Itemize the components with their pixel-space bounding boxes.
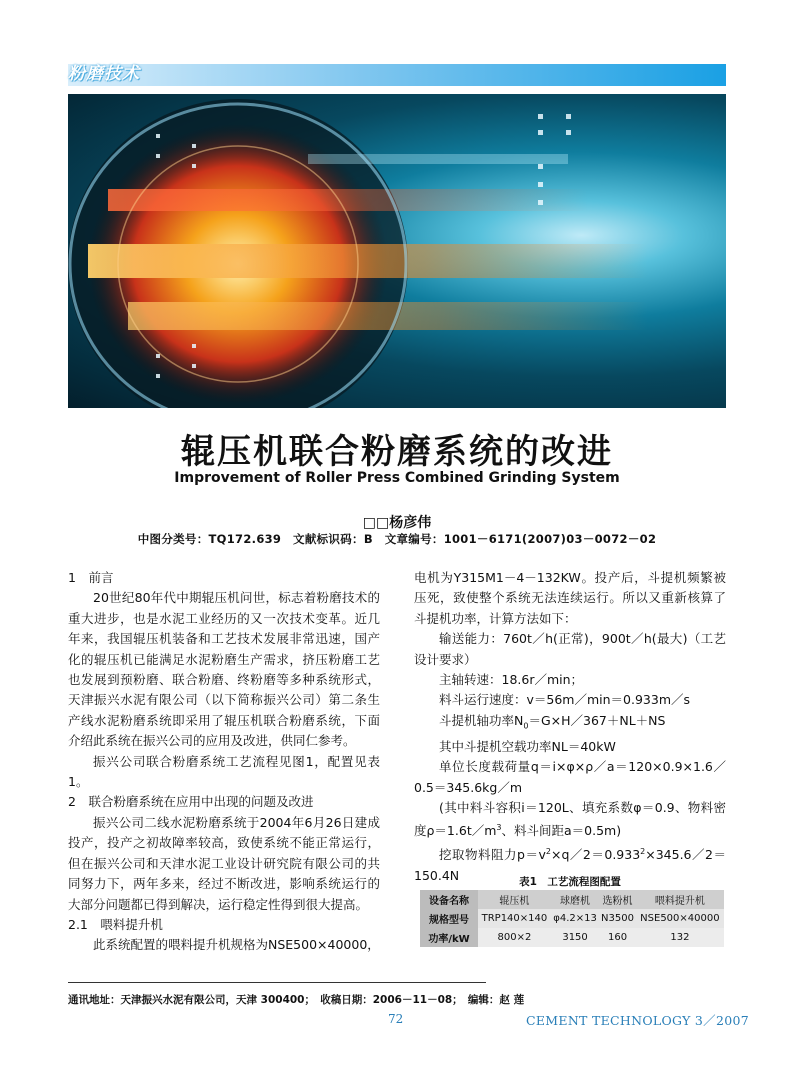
shaft-power-formula: ＝G×H／367＋NL＋NS [528, 712, 666, 728]
table-row [420, 890, 724, 909]
table-cell: 3150 [551, 928, 599, 947]
table-cell: 喂料提升机 [636, 890, 724, 909]
resistance-text-end: ×345.6／2＝150.4N [414, 847, 726, 883]
table-row [420, 909, 724, 928]
classification-line: 中图分类号：TQ172.639 文献标识码：B 文章编号：1001－6171(2007)03－0072－02 [137, 532, 657, 546]
footnote-address: 通讯地址：天津振兴水泥有限公司，天津 300400； 收稿日期：2006－11－08； 编辑：赵 莲 [68, 994, 525, 1006]
shaft-power-text: 斗提机轴功率N [439, 712, 524, 728]
paragraph: 振兴公司联合粉磨系统工艺流程见图1，配置见表1。 [68, 753, 380, 790]
paragraph: 振兴公司二线水泥粉磨系统于2004年6月26日建成投产，投产之初故障率较高，致使系统不能正常运行，但在振兴公司和天津水泥工业设计研究院有限公司的共同努力下，两年多来，经过不断改进，影响系统运行的大部分问题都已得到解决，运行稳定性得到很大提高。 [68, 814, 380, 912]
table-cell: 160 [599, 928, 636, 947]
table-cell: φ4.2×13 [551, 909, 599, 928]
page-number: 72 [388, 1012, 404, 1026]
table-cell: 球磨机 [551, 890, 599, 909]
hero-illustration [68, 94, 726, 408]
resistance-text: 挖取物料阻力p＝v [439, 847, 546, 863]
table-cell: TRP140×140 [478, 909, 551, 928]
table-cell: 功率/kW [420, 928, 478, 947]
article-subtitle-en: Improvement of Roller Press Combined Grinding System [174, 470, 620, 486]
idle-power-line: 其中斗提机空载功率NL＝40kW [439, 738, 616, 754]
table-cell: 设备名称 [420, 890, 478, 909]
section-2-1-heading: 2.1 喂料提升机 [68, 916, 163, 932]
unit-load-line: 单位长度载荷量q＝i×φ×ρ／a＝120×0.9×1.6／0.5＝345.6kg／m [414, 759, 726, 795]
speed-line: 主轴转速：18.6r／min； [439, 672, 584, 688]
paragraph: 电机为Y315M1－4－132KW。投产后，斗提机频繁被压死，致使整个系统无法连续运行。所以又重新核算了斗提机功率，计算方法如下： [414, 570, 726, 626]
resistance-text-mid: ×q／2＝0.933 [550, 847, 641, 863]
section-2-heading: 2 联合粉磨系统在应用中出现的问题及改进 [68, 794, 314, 810]
shaft-power-subscript: 0 [523, 721, 529, 731]
table-row [420, 928, 724, 947]
table-caption: 表1 工艺流程图配置 [519, 876, 621, 888]
table-cell: N3500 [599, 909, 636, 928]
footnote-divider [68, 982, 486, 983]
table-cell: 选粉机 [599, 890, 636, 909]
table-cell: 辊压机 [478, 890, 551, 909]
config-table [420, 890, 724, 947]
capacity-line: 输送能力：760t／h(正常)，900t／h(最大)（工艺设计要求） [414, 631, 726, 667]
resistance-superscript-2: 2 [640, 846, 646, 856]
article-title: 辊压机联合粉磨系统的改进 [181, 432, 613, 472]
journal-name: CEMENT TECHNOLOGY 3／2007 [526, 1013, 749, 1028]
velocity-line: 料斗运行速度：v＝56m／min＝0.933m／s [439, 692, 691, 708]
where-text: (其中料斗容积i＝120L、填充系数φ＝0.9、物料密度ρ＝1.6t／m [414, 799, 726, 839]
section-header-band [68, 64, 726, 86]
table-cell: 规格型号 [420, 909, 478, 928]
section-1-heading: 1 前言 [68, 570, 114, 585]
hero-image [68, 94, 726, 408]
left-column [68, 568, 380, 956]
shaft-power-line [414, 711, 726, 737]
table-cell: NSE500×40000 [636, 909, 724, 928]
where-superscript: 3 [496, 823, 502, 833]
section-label: 粉磨技术 [68, 64, 140, 84]
where-text-end: 、料斗间距a＝0.5m) [501, 823, 622, 839]
paragraph: 20世纪80年代中期辊压机问世，标志着粉磨技术的重大进步，也是水泥工业经历的又一次技术变革。近几年来，我国辊压机装备和工艺技术发展非常迅速，国产化的辊压机已能满足水泥粉磨生产需求，挤压粉磨工艺也发展到预粉磨、联合粉磨、终粉磨等多种系统形式，天津振兴水泥有限公司（以下简称振兴公司）第二条生产线水泥粉磨系统即采用了辊压机联合粉磨系统，下面介绍此系统在振兴公司的应用及改进，供同仁参考。 [68, 590, 380, 749]
right-column [414, 568, 726, 886]
resistance-superscript: 2 [545, 846, 551, 856]
table-cell: 800×2 [478, 928, 551, 947]
table-cell: 132 [636, 928, 724, 947]
where-line [414, 798, 726, 842]
paragraph: 此系统配置的喂料提升机规格为NSE500×40000， [93, 937, 380, 953]
article-author: □□杨彦伟 [362, 515, 432, 531]
